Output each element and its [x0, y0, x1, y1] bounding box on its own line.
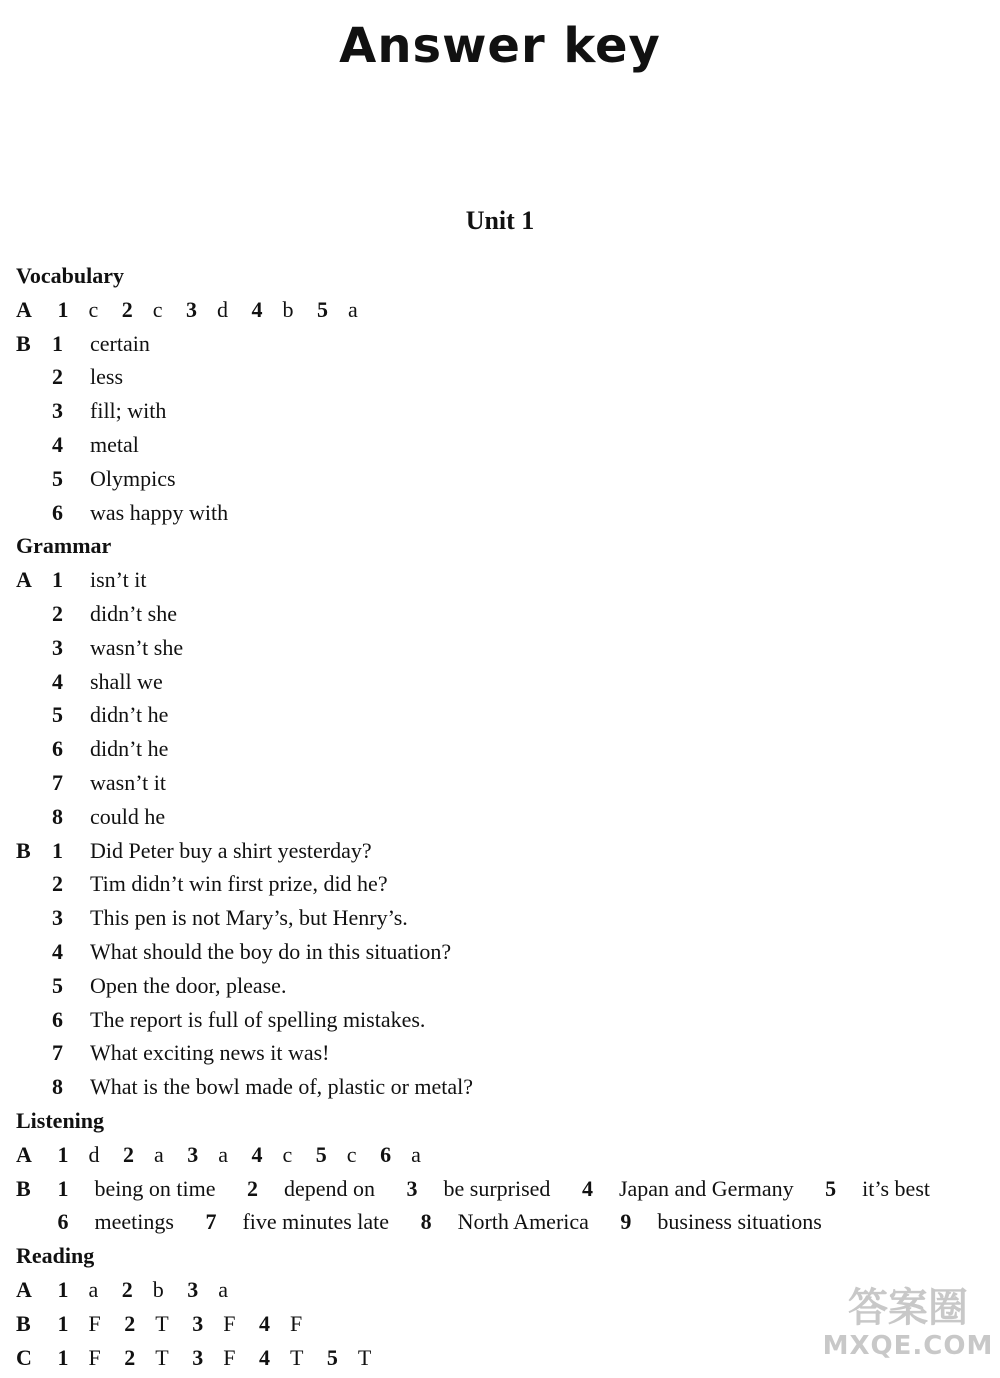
part-label: A [16, 567, 32, 593]
answer-item: 1 d [57, 1141, 100, 1167]
answer-item: 4 b [251, 296, 294, 322]
answer-line: B 1 certain [16, 327, 996, 361]
answer-item: 4 Japan and Germany [581, 1175, 794, 1201]
answer-line: 6 The report is full of spelling mistakes. [52, 1006, 426, 1032]
answer-item: 6 a [380, 1141, 421, 1167]
answer-item: 1 F [57, 1310, 101, 1336]
answer-item: 3 F [192, 1310, 236, 1336]
vocabulary-a-row [16, 293, 996, 327]
part-label: A [16, 1141, 32, 1167]
part-label: C [16, 1344, 32, 1370]
answer-item: 5 c [315, 1141, 357, 1167]
part-label: A [16, 1276, 32, 1302]
answer-item: 6 meetings [57, 1209, 174, 1235]
answer-item: 1 a [57, 1276, 99, 1302]
answer-line: 5 Open the door, please. [52, 972, 287, 998]
answer-line: 6 didn’t he [52, 736, 169, 762]
answer-line: 8 could he [52, 803, 166, 829]
watermark-logo-text: 答案圈 [848, 1285, 968, 1331]
answer-item: 1 being on time [57, 1175, 216, 1201]
answer-line: A 1 isn’t it [16, 563, 996, 597]
answer-item: 8 North America [420, 1209, 589, 1235]
answer-line: 2 less [52, 364, 123, 390]
answer-content [16, 259, 996, 1374]
answer-line: 3 wasn’t she [52, 634, 184, 660]
answer-line: 3 This pen is not Mary’s, but Henry’s. [52, 905, 408, 931]
listening-b-row-2 [16, 1205, 996, 1239]
page-title: Answer key [339, 18, 661, 74]
answer-line: 2 Tim didn’t win first prize, did he? [52, 871, 388, 897]
answer-item: 2 T [124, 1344, 169, 1370]
part-label: B [16, 330, 31, 356]
answer-item: 4 F [258, 1310, 303, 1336]
watermark-url: MXQE.COM [822, 1331, 994, 1361]
answer-line: 3 fill; with [52, 398, 167, 424]
answer-item: 5 a [317, 296, 358, 322]
answer-item: 2 c [121, 296, 163, 322]
answer-line: 6 was happy with [52, 499, 229, 525]
answer-item: 2 a [123, 1141, 164, 1167]
answer-line: 5 didn’t he [52, 702, 169, 728]
answer-line: B 1 Did Peter buy a shirt yesterday? [16, 834, 996, 868]
listening-a-row [16, 1138, 996, 1172]
answer-item: 2 b [121, 1276, 164, 1302]
answer-item: 5 T [326, 1344, 372, 1370]
answer-item: 3 a [187, 1276, 229, 1302]
answer-item: 3 F [192, 1344, 236, 1370]
answer-item: 5 it’s best [825, 1175, 930, 1201]
section-heading-reading: Reading [16, 1243, 95, 1269]
answer-line: 4 What should the boy do in this situation? [52, 938, 452, 964]
answer-line: 2 didn’t she [52, 600, 177, 626]
answer-item: 4 c [251, 1141, 293, 1167]
section-heading-vocabulary: Vocabulary [16, 263, 124, 288]
part-label: B [16, 1310, 31, 1336]
part-label: B [16, 837, 31, 863]
answer-line: 4 metal [52, 431, 139, 457]
unit-title: Unit 1 [465, 206, 535, 235]
part-label: B [16, 1175, 31, 1201]
answer-item: 3 be surprised [406, 1175, 551, 1201]
answer-line: 8 What is the bowl made of, plastic or metal? [52, 1074, 474, 1100]
site-watermark [818, 1285, 998, 1375]
answer-item: 4 T [258, 1344, 304, 1370]
listening-b-row-1 [16, 1172, 996, 1206]
part-label: A [16, 296, 32, 322]
answer-line: 7 What exciting news it was! [52, 1040, 330, 1066]
answer-item: 1 c [57, 296, 99, 322]
answer-line: 4 shall we [52, 668, 163, 694]
answer-item: 9 business situations [620, 1209, 822, 1235]
section-heading-grammar: Grammar [16, 533, 112, 559]
answer-line: 7 wasn’t it [52, 769, 166, 795]
answer-item: 3 d [186, 296, 229, 322]
section-heading-listening: Listening [16, 1107, 105, 1133]
answer-item: 1 F [57, 1344, 101, 1370]
answer-item: 2 depend on [246, 1175, 376, 1201]
answer-item: 2 T [124, 1310, 169, 1336]
answer-item: 7 five minutes late [205, 1209, 390, 1235]
answer-line: 5 Olympics [52, 465, 176, 491]
answer-item: 3 a [187, 1141, 229, 1167]
